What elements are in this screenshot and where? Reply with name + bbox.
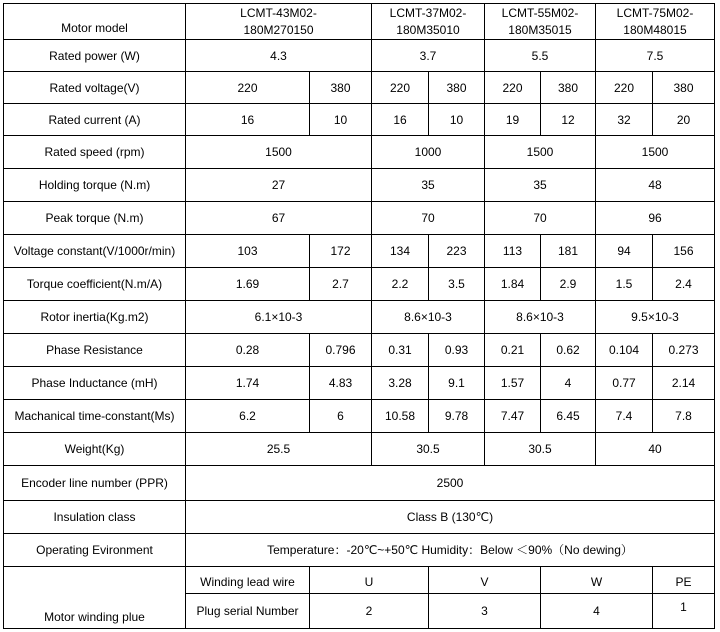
model-cell-2 <box>372 4 485 40</box>
motor-spec-table <box>3 3 715 629</box>
rated-voltage-value: 380 <box>310 72 372 104</box>
torque-coefficient-value: 2.7 <box>310 268 372 301</box>
plug-pe: 1 <box>653 594 715 629</box>
rated-voltage-value: 380 <box>541 72 596 104</box>
model-3-line1: LCMT-55M02- <box>501 6 579 20</box>
rated-speed-value: 1500 <box>186 136 372 169</box>
phase-resistance-row <box>4 334 715 367</box>
plug-serial-label: Plug serial Number <box>186 594 310 629</box>
rated-current-value: 20 <box>653 104 715 136</box>
rated-speed-value: 1500 <box>485 136 596 169</box>
rated-current-row <box>4 104 715 136</box>
torque-coefficient-label: Torque coefficient(N.m/A) <box>4 268 186 301</box>
model-1-line1: LCMT-43M02- <box>240 6 317 20</box>
winding-lead-label: Winding lead wire <box>186 567 310 594</box>
rated-current-label: Rated current (A) <box>4 104 186 136</box>
rated-power-row <box>4 40 715 72</box>
weight-value: 30.5 <box>485 433 596 466</box>
model-cell-1 <box>186 4 372 40</box>
phase-inductance-value: 3.28 <box>372 367 429 400</box>
rated-power-value: 4.3 <box>186 40 372 72</box>
peak-torque-label: Peak torque (N.m) <box>4 202 186 235</box>
rotor-inertia-value: 8.6×10-3 <box>485 301 596 334</box>
encoder-label: Encoder line number (PPR) <box>4 466 186 501</box>
winding-label: Motor winding plue <box>4 567 186 629</box>
torque-coefficient-value: 1.69 <box>186 268 310 301</box>
phase-resistance-value: 0.31 <box>372 334 429 367</box>
encoder-value: 2500 <box>186 466 715 501</box>
torque-coefficient-value: 2.2 <box>372 268 429 301</box>
voltage-constant-row <box>4 235 715 268</box>
model-cell-4 <box>596 4 715 40</box>
rotor-inertia-value: 6.1×10-3 <box>186 301 372 334</box>
rated-voltage-row <box>4 72 715 104</box>
rated-current-value: 19 <box>485 104 541 136</box>
phase-inductance-value: 4 <box>541 367 596 400</box>
holding-torque-value: 35 <box>372 169 485 202</box>
torque-coefficient-row <box>4 268 715 301</box>
phase-resistance-value: 0.93 <box>429 334 485 367</box>
rated-current-value: 32 <box>596 104 653 136</box>
phase-resistance-value: 0.104 <box>596 334 653 367</box>
rated-voltage-label: Rated voltage(V) <box>4 72 186 104</box>
phase-inductance-value: 0.77 <box>596 367 653 400</box>
mechanical-time-constant-value: 9.78 <box>429 400 485 433</box>
rated-current-value: 16 <box>186 104 310 136</box>
voltage-constant-value: 172 <box>310 235 372 268</box>
rated-current-value: 16 <box>372 104 429 136</box>
rated-voltage-value: 220 <box>596 72 653 104</box>
phase-inductance-value: 1.57 <box>485 367 541 400</box>
peak-torque-row <box>4 202 715 235</box>
weight-row <box>4 433 715 466</box>
lead-v: V <box>429 567 541 594</box>
holding-torque-value: 27 <box>186 169 372 202</box>
torque-coefficient-value: 2.4 <box>653 268 715 301</box>
model-3-line2: 180M35015 <box>508 23 572 37</box>
rated-power-value: 5.5 <box>485 40 596 72</box>
phase-resistance-value: 0.21 <box>485 334 541 367</box>
header-row <box>4 4 715 40</box>
lead-pe: PE <box>653 567 715 594</box>
phase-inductance-value: 9.1 <box>429 367 485 400</box>
mechanical-time-constant-value: 6.2 <box>186 400 310 433</box>
rotor-inertia-label: Rotor inertia(Kg.m2) <box>4 301 186 334</box>
plug-v: 3 <box>429 594 541 629</box>
mechanical-time-constant-value: 7.47 <box>485 400 541 433</box>
voltage-constant-value: 113 <box>485 235 541 268</box>
rated-power-value: 3.7 <box>372 40 485 72</box>
rated-voltage-value: 380 <box>429 72 485 104</box>
model-1-line2: 180M270150 <box>243 23 314 37</box>
model-2-line1: LCMT-37M02- <box>389 6 467 20</box>
mechanical-time-constant-value: 6.45 <box>541 400 596 433</box>
rated-speed-row <box>4 136 715 169</box>
lead-u: U <box>310 567 429 594</box>
rated-power-label: Rated power (W) <box>4 40 186 72</box>
rotor-inertia-row <box>4 301 715 334</box>
model-2-line2: 180M35010 <box>396 23 460 37</box>
voltage-constant-value: 134 <box>372 235 429 268</box>
torque-coefficient-value: 3.5 <box>429 268 485 301</box>
voltage-constant-value: 181 <box>541 235 596 268</box>
mechanical-time-constant-label: Machanical time-constant(Ms) <box>4 400 186 433</box>
environment-label: Operating Evironment <box>4 534 186 567</box>
phase-inductance-row <box>4 367 715 400</box>
weight-value: 30.5 <box>372 433 485 466</box>
phase-resistance-value: 0.273 <box>653 334 715 367</box>
weight-value: 40 <box>596 433 715 466</box>
weight-label: Weight(Kg) <box>4 433 186 466</box>
torque-coefficient-value: 2.9 <box>541 268 596 301</box>
voltage-constant-label: Voltage constant(V/1000r/min) <box>4 235 186 268</box>
phase-inductance-value: 1.74 <box>186 367 310 400</box>
phase-resistance-label: Phase Resistance <box>4 334 186 367</box>
mechanical-time-constant-value: 7.8 <box>653 400 715 433</box>
voltage-constant-value: 103 <box>186 235 310 268</box>
torque-coefficient-value: 1.5 <box>596 268 653 301</box>
torque-coefficient-value: 1.84 <box>485 268 541 301</box>
model-4-line1: LCMT-75M02- <box>616 6 694 20</box>
winding-lead-row <box>4 567 715 594</box>
insulation-row <box>4 501 715 534</box>
rated-voltage-value: 220 <box>485 72 541 104</box>
rated-current-value: 10 <box>310 104 372 136</box>
weight-value: 25.5 <box>186 433 372 466</box>
voltage-constant-value: 223 <box>429 235 485 268</box>
rated-power-value: 7.5 <box>596 40 715 72</box>
plug-u: 2 <box>310 594 429 629</box>
mechanical-time-constant-value: 7.4 <box>596 400 653 433</box>
rated-speed-value: 1500 <box>596 136 715 169</box>
phase-inductance-value: 4.83 <box>310 367 372 400</box>
lead-w: W <box>541 567 653 594</box>
holding-torque-value: 48 <box>596 169 715 202</box>
model-4-line2: 180M48015 <box>623 23 687 37</box>
voltage-constant-value: 156 <box>653 235 715 268</box>
rotor-inertia-value: 9.5×10-3 <box>596 301 715 334</box>
mechanical-time-constant-row <box>4 400 715 433</box>
rated-current-value: 10 <box>429 104 485 136</box>
peak-torque-value: 96 <box>596 202 715 235</box>
holding-torque-label: Holding torque (N.m) <box>4 169 186 202</box>
motor-model-label: Motor model <box>4 4 186 40</box>
plug-w: 4 <box>541 594 653 629</box>
rotor-inertia-value: 8.6×10-3 <box>372 301 485 334</box>
peak-torque-value: 70 <box>372 202 485 235</box>
rated-speed-value: 1000 <box>372 136 485 169</box>
rated-current-value: 12 <box>541 104 596 136</box>
holding-torque-row <box>4 169 715 202</box>
rated-voltage-value: 380 <box>653 72 715 104</box>
peak-torque-value: 70 <box>485 202 596 235</box>
environment-row <box>4 534 715 567</box>
phase-resistance-value: 0.796 <box>310 334 372 367</box>
phase-resistance-value: 0.28 <box>186 334 310 367</box>
encoder-row <box>4 466 715 501</box>
rated-speed-label: Rated speed (rpm) <box>4 136 186 169</box>
phase-inductance-value: 2.14 <box>653 367 715 400</box>
environment-value: Temperature：-20℃~+50℃ Humidity：Below ＜90%（No dewing） <box>186 534 715 567</box>
mechanical-time-constant-value: 6 <box>310 400 372 433</box>
rated-voltage-value: 220 <box>372 72 429 104</box>
holding-torque-value: 35 <box>485 169 596 202</box>
peak-torque-value: 67 <box>186 202 372 235</box>
phase-resistance-value: 0.62 <box>541 334 596 367</box>
insulation-value: Class B (130℃) <box>186 501 715 534</box>
rated-voltage-value: 220 <box>186 72 310 104</box>
voltage-constant-value: 94 <box>596 235 653 268</box>
mechanical-time-constant-value: 10.58 <box>372 400 429 433</box>
model-cell-3 <box>485 4 596 40</box>
insulation-label: Insulation class <box>4 501 186 534</box>
phase-inductance-label: Phase Inductance (mH) <box>4 367 186 400</box>
